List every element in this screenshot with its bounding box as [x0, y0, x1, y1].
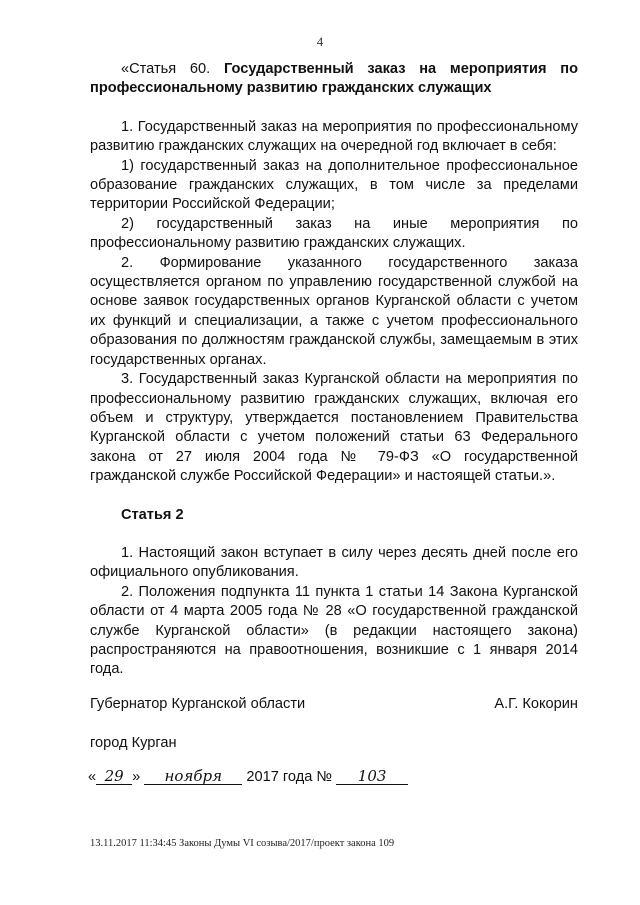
article-2-paragraph-2: 2. Положения подпункта 11 пункта 1 статьи 14 Закона Курганской области от 4 марта 2005 года № 28 «О государственной гражданской службе Курганской области» (в редакции настоящего закона) распространяются на правоотношения, возникшие с 1 января 2014 года. [90, 583, 578, 678]
article-60-title: Государственный заказ на мероприятия по профессиональному развитию гражданских служащих [90, 61, 579, 97]
article-60-item-1: 1) государственный заказ на дополнительное профессиональное образование гражданских служащих, в том числе за пределами территории Российской Федерации; [90, 157, 578, 213]
date-year-text: 2017 года № [246, 769, 333, 785]
article-60-heading [90, 60, 578, 99]
article-60-item-2: 2) государственный заказ на иные мероприятия по профессиональному развитию гражданских служащих. [90, 215, 578, 252]
date-month: ноября [144, 768, 242, 785]
signatory-position: Губернатор Курганской области [90, 696, 306, 712]
article-2-heading: Статья 2 [121, 506, 184, 523]
signature-block [90, 696, 578, 712]
city: город Курган [90, 735, 177, 751]
signatory-name: А.Г. Кокорин [494, 696, 578, 712]
article-60-prefix: «Статья 60. [121, 61, 224, 77]
article-60-paragraph-3: 3. Государственный заказ Курганской области на мероприятия по профессиональному развитию гражданских служащих, включая его объем и структуру, утверждается постановлением Правительства Курганской области с учетом положений статьи 63 Федерального закона от 27 июля 2004 года № 79-ФЗ «О государственной гражданской службе Российской Федерации» и настоящей статьи.». [90, 371, 578, 485]
article-2-paragraph-1: 1. Настоящий закон вступает в силу через десять дней после его официального опубликования. [90, 544, 578, 581]
page-number: 4 [316, 34, 324, 49]
date-day: 29 [96, 768, 132, 785]
footer-stamp: 13.11.2017 11:34:45 Законы Думы VI созыва/2017/проект закона 109 [90, 838, 395, 849]
document-body [90, 60, 578, 680]
article-60-paragraph-2: 2. Формирование указанного государственного заказа осуществляется органом по управлению государственной службой на основе заявок государственных органов Курганской области с учетом их функций и специализации, а также с учетом профессионального образования по должностям гражданской службы, замещаемым в этих государственных органах. [90, 254, 578, 368]
date-close-quote: » [132, 769, 141, 785]
law-number: 103 [336, 768, 408, 785]
date-line [88, 768, 408, 785]
article-60-paragraph-1: 1. Государственный заказ на мероприятия по профессиональному развитию гражданских служащих на очередной год включает в себя: [90, 118, 578, 155]
date-open-quote: « [88, 769, 97, 785]
